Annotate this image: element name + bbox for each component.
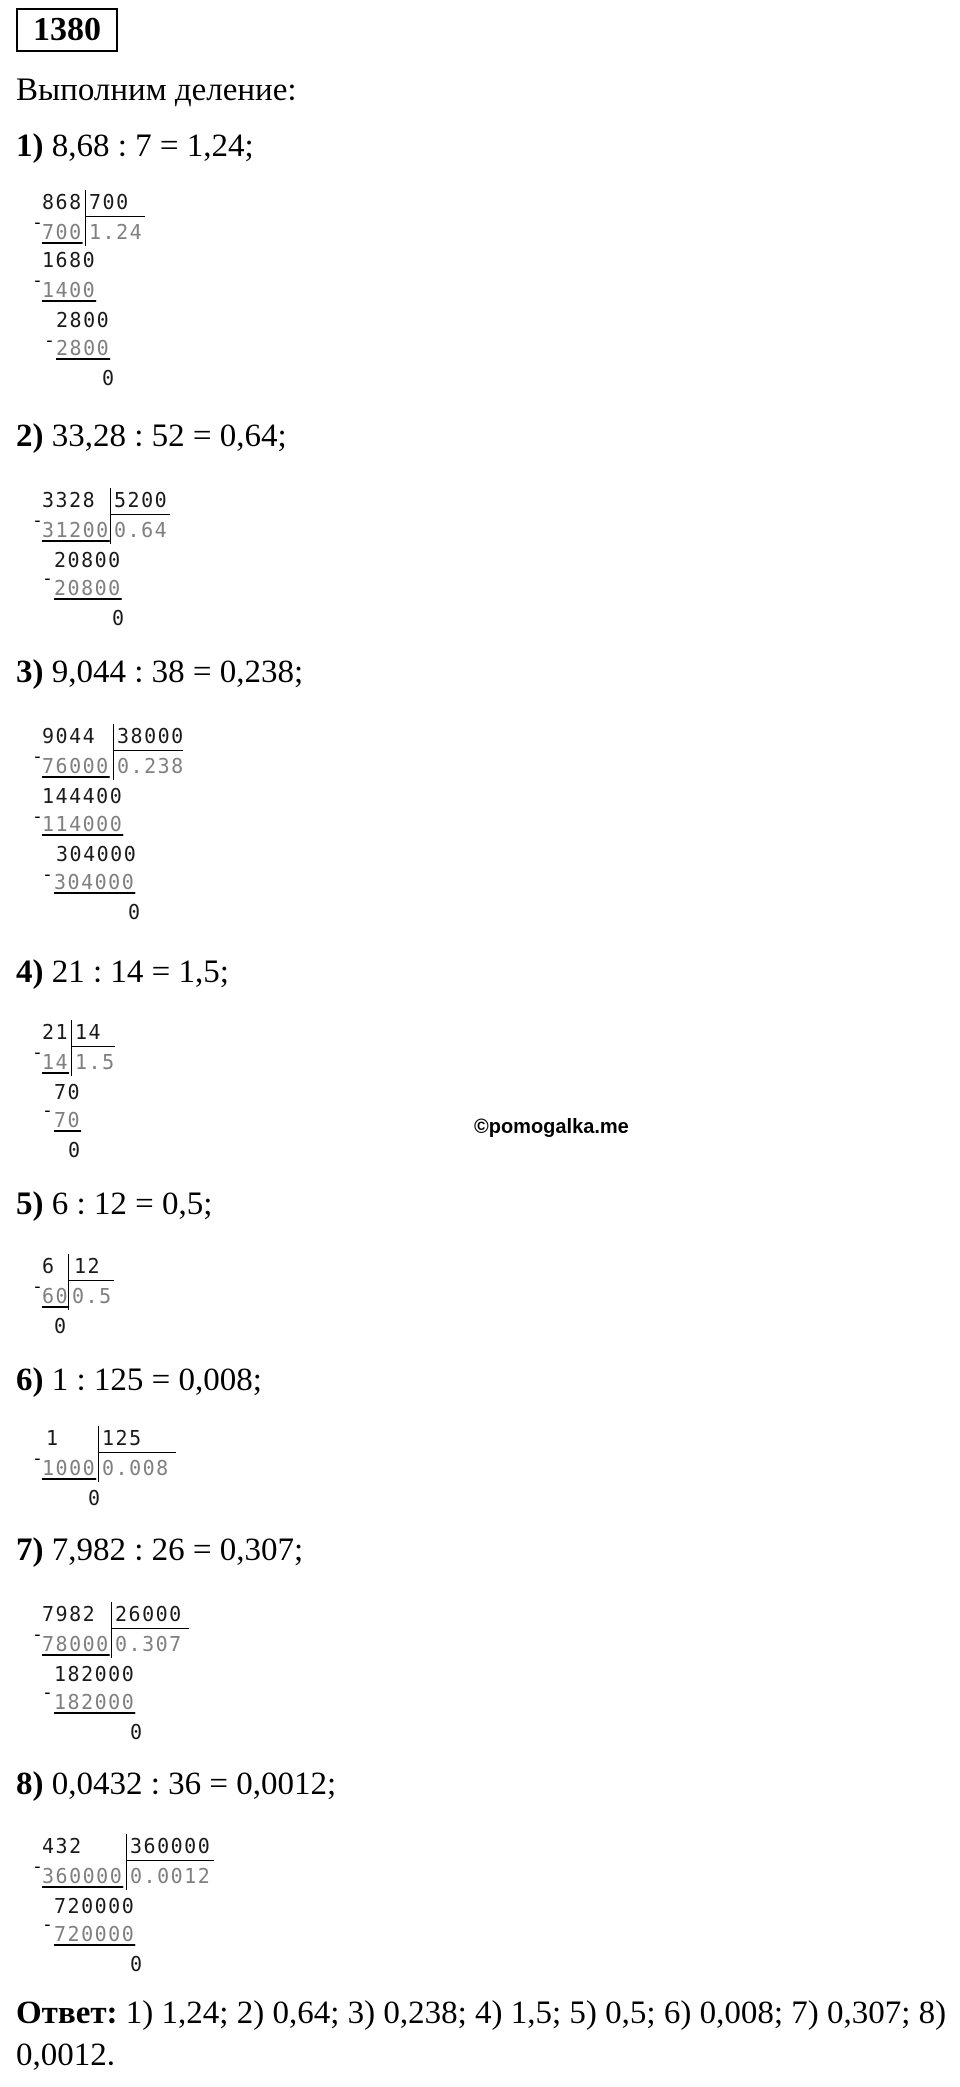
answer-text: 1) 1,24; 2) 0,64; 3) 0,238; 4) 1,5; 5) 0,5; 6) 0,008; 7) 0,307; 8) 0,0012. <box>16 1995 947 2073</box>
division-bar <box>98 1426 99 1482</box>
problem-number: 1380 <box>16 8 118 52</box>
task-4-heading <box>16 954 229 991</box>
dividend: 7982 <box>42 1602 97 1626</box>
task-1-heading <box>16 128 254 165</box>
subtrahend: 78000 <box>42 1632 110 1656</box>
division-bar <box>110 488 111 544</box>
dividend: 6 <box>42 1254 56 1278</box>
final-remainder: 0 <box>130 1720 144 1744</box>
final-remainder: 0 <box>112 606 126 630</box>
dividend: 868 <box>42 190 83 214</box>
division-bar <box>71 1020 72 1076</box>
quotient: 0.64 <box>114 518 169 542</box>
remainder: 144400 <box>42 784 124 808</box>
subtrahend: 114000 <box>42 812 124 836</box>
minus-sign: - <box>32 1448 43 1469</box>
divisor-underline <box>85 216 145 217</box>
subtrahend: 31200 <box>42 518 110 542</box>
quotient: 0.0012 <box>130 1864 212 1888</box>
dividend: 21 <box>42 1020 70 1044</box>
divisor-underline <box>126 1860 214 1861</box>
minus-sign: - <box>32 1276 43 1297</box>
minus-sign: - <box>42 568 53 589</box>
answer <box>16 1992 951 2076</box>
remainder: 20800 <box>54 548 122 572</box>
subtrahend: 360000 <box>42 1864 124 1888</box>
final-remainder: 0 <box>88 1486 102 1510</box>
minus-sign: - <box>32 746 43 767</box>
divisor: 12 <box>74 1254 102 1278</box>
division-bar <box>85 190 86 246</box>
divisor: 26000 <box>115 1602 183 1626</box>
final-remainder: 0 <box>102 366 116 390</box>
task-3-heading <box>16 654 303 691</box>
task-label: 2) <box>16 418 44 454</box>
task-expression: 8,68 : 7 = 1,24; <box>51 128 254 164</box>
task-expression: 6 : 12 = 0,5; <box>51 1186 213 1222</box>
final-remainder: 0 <box>130 1952 144 1976</box>
division-bar <box>113 724 114 780</box>
task-expression: 0,0432 : 36 = 0,0012; <box>51 1766 337 1802</box>
divisor-underline <box>98 1452 176 1453</box>
divisor-underline <box>113 750 183 751</box>
quotient: 0.238 <box>117 754 185 778</box>
task-label: 5) <box>16 1186 44 1222</box>
quotient: 1.5 <box>75 1050 116 1074</box>
divisor: 360000 <box>130 1834 212 1858</box>
subtrahend: 14 <box>42 1050 70 1074</box>
subtrahend: 1400 <box>42 278 97 302</box>
divisor-underline <box>68 1280 114 1281</box>
task-label: 7) <box>16 1532 44 1568</box>
subtrahend: 2800 <box>56 336 111 360</box>
subtrahend: 700 <box>42 220 83 244</box>
subtrahend: 720000 <box>54 1922 136 1946</box>
task-expression: 9,044 : 38 = 0,238; <box>51 654 304 690</box>
task-6-heading <box>16 1362 262 1399</box>
subtrahend: 20800 <box>54 576 122 600</box>
answer-label: Ответ: <box>16 1995 118 2031</box>
task-label: 3) <box>16 654 44 690</box>
division-bar <box>111 1602 112 1658</box>
minus-sign: - <box>32 806 43 827</box>
divisor-underline <box>110 514 170 515</box>
final-remainder: 0 <box>128 900 142 924</box>
minus-sign: - <box>32 270 43 291</box>
divisor: 125 <box>102 1426 143 1450</box>
dividend: 9044 <box>42 724 97 748</box>
task-expression: 21 : 14 = 1,5; <box>51 954 229 990</box>
divisor-underline <box>71 1046 115 1047</box>
quotient: 0.5 <box>72 1284 113 1308</box>
task-expression: 1 : 125 = 0,008; <box>51 1362 262 1398</box>
quotient: 0.008 <box>102 1456 170 1480</box>
minus-sign: - <box>42 1682 53 1703</box>
task-7-heading <box>16 1532 303 1569</box>
minus-sign: - <box>42 1914 53 1935</box>
remainder: 1680 <box>42 248 97 272</box>
task-2-heading <box>16 418 287 455</box>
remainder: 720000 <box>54 1894 136 1918</box>
subtrahend: 76000 <box>42 754 110 778</box>
minus-sign: - <box>32 212 43 233</box>
task-5-heading <box>16 1186 212 1223</box>
divisor: 14 <box>75 1020 103 1044</box>
divisor-underline <box>111 1628 189 1629</box>
remainder: 2800 <box>56 308 111 332</box>
dividend: 432 <box>42 1834 83 1858</box>
subtrahend: 60 <box>42 1284 70 1308</box>
task-8-heading <box>16 1766 336 1803</box>
task-label: 8) <box>16 1766 44 1802</box>
divisor: 38000 <box>117 724 185 748</box>
subtrahend: 182000 <box>54 1690 136 1714</box>
minus-sign: - <box>32 510 43 531</box>
task-label: 4) <box>16 954 44 990</box>
dividend: 1 <box>46 1426 60 1450</box>
final-remainder: 0 <box>68 1138 82 1162</box>
subtrahend: 70 <box>54 1108 82 1132</box>
remainder: 304000 <box>56 842 138 866</box>
subtrahend: 304000 <box>54 870 136 894</box>
subtrahend: 1000 <box>42 1456 97 1480</box>
task-expression: 7,982 : 26 = 0,307; <box>51 1532 304 1568</box>
dividend: 3328 <box>42 488 97 512</box>
remainder: 70 <box>54 1080 82 1104</box>
divisor: 700 <box>89 190 130 214</box>
watermark: ©pomogalka.me <box>474 1116 629 1138</box>
division-bar <box>126 1834 127 1890</box>
final-remainder: 0 <box>54 1314 68 1338</box>
divisor: 5200 <box>114 488 169 512</box>
minus-sign: - <box>32 1042 43 1063</box>
minus-sign: - <box>44 330 55 351</box>
intro-text: Выполним деление: <box>16 72 297 108</box>
remainder: 182000 <box>54 1662 136 1686</box>
quotient: 1.24 <box>89 220 144 244</box>
quotient: 0.307 <box>115 1632 183 1656</box>
task-expression: 33,28 : 52 = 0,64; <box>51 418 287 454</box>
minus-sign: - <box>42 864 53 885</box>
task-label: 6) <box>16 1362 44 1398</box>
minus-sign: - <box>42 1100 53 1121</box>
task-label: 1) <box>16 128 44 164</box>
minus-sign: - <box>32 1856 43 1877</box>
minus-sign: - <box>32 1624 43 1645</box>
